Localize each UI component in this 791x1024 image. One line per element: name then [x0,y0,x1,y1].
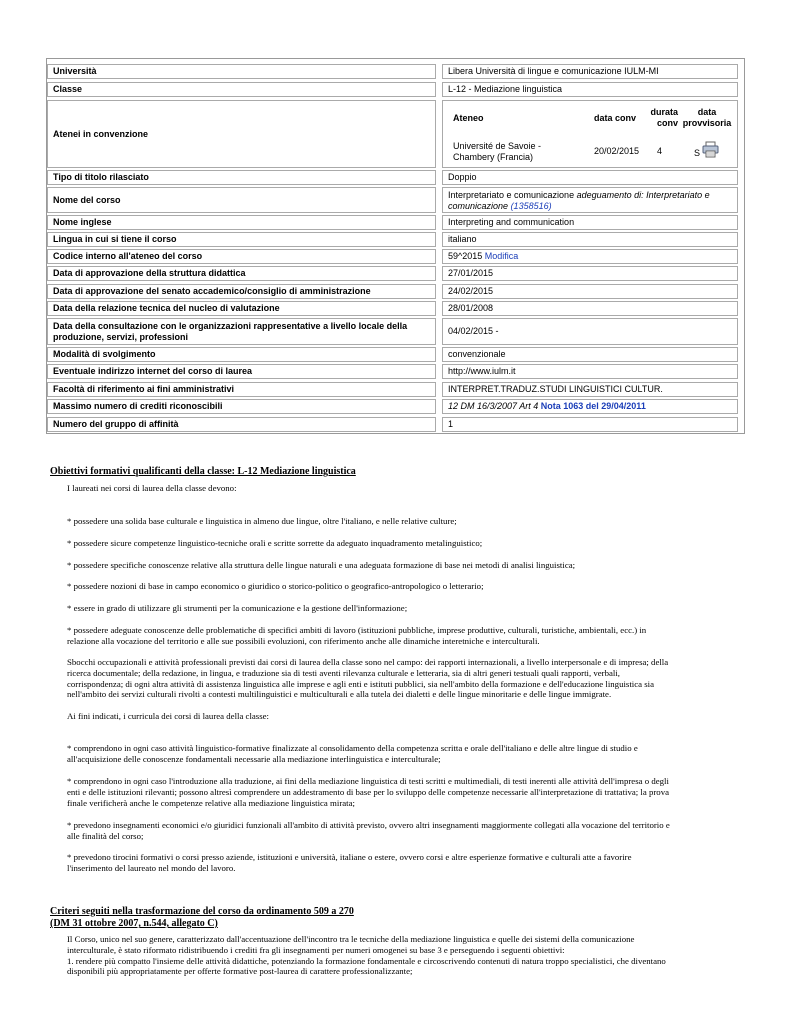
obiettivi-sbocchi [67,657,743,700]
course-info-table [46,58,745,434]
criteri-heading-line2: (DM 31 ottobre 2007, n.544, allegato C) [50,918,218,929]
value-text: Interpreting and communication [448,217,575,227]
label-codice-interno [47,249,436,264]
obiettivi-point-8 [67,776,743,808]
text-line: * prevedono tirocini formativi o corsi presso aziende, istituzioni e università, italiane o estere, ovvero corsi e altre esperienze formative e culturali atte a favorire [67,852,632,862]
nota-link[interactable]: Nota 1063 del 29/04/2011 [540,401,646,411]
value-text: L-12 - Mediazione linguistica [448,84,563,94]
text-line: 1. rendere più compatto l'insieme delle attività didattiche, potenziando la formazione fondamentale e circoscrivendo contenuti di natura troppo specialistici, che diventano [67,955,666,966]
criteri-heading [50,906,354,930]
label-text: Tipo di titolo rilasciato [53,172,149,182]
printer-icon[interactable] [702,141,719,158]
obiettivi-curricula: Ai fini indicati, i curricula dei corsi di laurea della classe: [67,711,270,721]
value-text: INTERPRET.TRADUZ.STUDI LINGUISTICI CULTUR. [448,384,663,394]
header-ateneo: Ateneo [453,113,484,123]
header-provv-line1: data [697,107,717,117]
obiettivi-point-1: * possedere una solida base culturale e linguistica in almeno due lingue, oltre l'italiano, e nelle relative culture; [67,516,457,526]
value-facolta [442,382,738,397]
label-universita [47,64,436,79]
text-line: all'acquisizione delle conoscenze fondamentali necessarie alla mediazione interlinguistica e interculturale; [67,753,441,764]
text-line: enti e delle istituzioni rilevanti; possono altresì comprendere un addestramento di base per lo sviluppo delle competenze necessarie all'interpretazione di trattativa; la prova [67,786,670,797]
label-text: Classe [53,84,83,94]
text-line: * possedere adeguate conoscenze delle problematiche di specifici ambiti di lavoro (istituzioni pubbliche, imprese produttive, culturali, turistiche, ambientali, ecc.) in [67,625,647,635]
value-text: Libera Università di lingue e comunicazione IULM-MI [448,66,659,76]
obiettivi-heading: Obiettivi formativi qualificanti della classe: L-12 Mediazione linguistica [50,466,356,477]
text-line: Il Corso, unico nel suo genere, caratterizzato dall'accentuazione dell'incontro tra le tecniche della mediazione linguistica e quelle dei sistemi della comunicazione [67,934,635,944]
value-text: 59^2015 [448,251,483,261]
ateneo-provvisoria: S [694,148,701,158]
text-line: alle finalità del corso; [67,830,144,841]
label-text: Codice interno all'ateneo del corso [53,251,203,261]
obiettivi-point-7 [67,743,743,765]
label-text: Università [53,66,97,76]
value-codice-interno [442,249,738,264]
label-text: Massimo numero di crediti riconoscibili [53,401,223,411]
label-text: Facoltà di riferimento ai fini amministrativi [53,384,235,394]
label-crediti [47,399,436,414]
label-lingua [47,232,436,247]
text-line: nell'ambito dei servizi culturali rivolti a contesti multilinguistici e multiculturali e alla tutela dei dialetti e delle lingue minoritarie e delle lingue immigrate. [67,689,612,700]
label-text: Data della relazione tecnica del nucleo di valutazione [53,303,280,313]
header-durata [644,107,678,129]
label-text: Eventuale indirizzo internet del corso di laurea [53,366,253,376]
value-text: 04/02/2015 - [448,326,499,336]
obiettivi-point-4: * possedere nozioni di base in campo economico o giuridico o storico-politico o geografico-antropologico o letterario; [67,581,484,591]
modifica-link[interactable]: Modifica [484,251,519,261]
header-durata-line2: conv [656,118,678,128]
atenei-subtable [442,100,738,168]
label-approvazione-struttura [47,266,436,281]
value-text: 24/02/2015 [448,286,494,296]
course-code-link[interactable]: (1358516) [510,201,552,211]
value-text: 1 [448,419,454,429]
text-line: finale verificherà anche le competenze relative alla mediazione linguistica mirata; [67,797,355,808]
label-text: Data di approvazione della struttura didattica [53,268,246,278]
label-text: Numero del gruppo di affinità [53,419,179,429]
value-tipo-titolo [442,170,738,185]
label-text: Modalità di svolgimento [53,349,156,359]
text-line: * prevedono insegnamenti economici e/o giuridici funzionali all'ambito di attività previsto, ovvero altri insegnamenti maggiormente collegati alla vocazione del territorio e [67,820,670,830]
value-text: 27/01/2015 [448,268,494,278]
value-consultazione [442,318,738,345]
text-line: interculturale, è stato riformato ridistribuendo i crediti fra gli insegnamenti per numeri omogenei su base 3 e perseguendo i seguenti obiettivi: [67,944,565,955]
value-classe [442,82,738,97]
value-indirizzo-internet [442,364,738,379]
value-modalita [442,347,738,362]
text-line: * comprendono in ogni caso l'introduzione alla traduzione, ai fini della mediazione linguistica di testi scritti e multimediali, di testi inerenti alle attività dell'impresa o degli [67,776,669,786]
value-relazione-nucleo [442,301,738,316]
ateneo-name-line1: Université de Savoie - [453,141,542,151]
value-crediti [442,399,738,414]
header-provv-line2: provvisoria [682,118,732,128]
value-universita [442,64,738,79]
label-classe [47,82,436,97]
value-nome-corso [442,187,738,213]
label-approvazione-senato [47,284,436,299]
label-nome-inglese [47,215,436,230]
label-text: Lingua in cui si tiene il corso [53,234,177,244]
obiettivi-point-3: * possedere specifiche conoscenze relative alla struttura delle lingue naturali e una adeguata formazione di base nei metodi di analisi linguistica; [67,560,576,570]
label-modalita [47,347,436,362]
obiettivi-point-6 [67,625,743,647]
obiettivi-point-9 [67,820,743,842]
label-gruppo-affinita [47,417,436,432]
label-tipo-titolo [47,170,436,185]
obiettivi-point-5: * essere in grado di utilizzare gli strumenti per la comunicazione e la gestione dell'informazione; [67,603,408,613]
label-text: Nome inglese [53,217,112,227]
label-text: Atenei in convenzione [53,128,149,139]
obiettivi-point-2: * possedere sicure competenze linguistico-tecniche orali e scritte sorrette da adeguato inquadramento metalinguistico; [67,538,483,548]
value-gruppo-affinita [442,417,738,432]
ateneo-name [453,141,541,163]
label-relazione-nucleo [47,301,436,316]
label-consultazione [47,318,436,345]
text-line: disponibili più appropriatamente per offerte formative post-laurea di carattere professionalizzante; [67,966,413,977]
value-text: convenzionale [448,349,506,359]
text-line: corrispondenza; di ogni altra attività di assistenza linguistica alle imprese e agli enti e istituti pubblici, sia nell'ambito della formazione e dell'educazione linguistica sia [67,678,655,689]
label-text: Data della consultazione con le organizzazioni rappresentative a livello locale della produzione, servizi, professioni [53,320,408,342]
value-nome-inglese [442,215,738,230]
label-text: Data di approvazione del senato accademico/consiglio di amministrazione [53,286,371,296]
ateneo-name-line2: Chambery (Francia) [453,152,534,162]
header-data-conv: data conv [594,113,637,123]
text-line: relazione alla vocazione del territorio e alle sue possibili evoluzioni, con riferimento anche alle dinamiche interetniche e interculturali. [67,635,540,646]
value-text: italiano [448,234,477,244]
text-line: * comprendono in ogni caso attività linguistico-formative finalizzate al consolidamento della competenza scritta e orale dell'italiano e delle altre lingue di studio e [67,743,638,753]
value-adeguamento: adeguamento di: Interpretariato e comunicazione [448,190,710,211]
website-url[interactable]: http://www.iulm.it [448,366,516,376]
header-durata-line1: durata [650,107,678,117]
value-text: Interpretariato e comunicazione [448,190,577,200]
value-text: 28/01/2008 [448,303,494,313]
label-nome-corso [47,187,436,213]
label-atenei [47,100,436,168]
value-approvazione-struttura [442,266,738,281]
value-approvazione-senato [442,284,738,299]
value-text: Doppio [448,172,477,182]
ateneo-data-conv: 20/02/2015 [594,146,640,156]
text-line: l'inserimento del laureato nel mondo del lavoro. [67,862,236,873]
value-lingua [442,232,738,247]
obiettivi-intro: I laureati nei corsi di laurea della classe devono: [67,483,237,493]
ateneo-durata: 4 [657,146,663,156]
header-provvisoria [680,107,734,129]
text-line: ricerca documentale; della redazione, in lingua, e traduzione sia di testi aventi rilevanza culturale e letteraria, sia di altri generi testuali quali rapporti, verbali, [67,667,620,678]
obiettivi-point-10 [67,852,743,874]
label-text: Nome del corso [53,194,121,205]
label-facolta [47,382,436,397]
criteri-heading-line1: Criteri seguiti nella trasformazione del corso da ordinamento 509 a 270 [50,906,354,917]
label-indirizzo-internet [47,364,436,379]
value-text: 12 DM 16/3/2007 Art 4 [448,401,539,411]
criteri-body [67,934,743,977]
text-line: Sbocchi occupazionali e attività professionali previsti dai corsi di laurea della classe sono nel campo: dei rapporti internazionali, a livello interpersonale e di impresa; della [67,657,669,667]
